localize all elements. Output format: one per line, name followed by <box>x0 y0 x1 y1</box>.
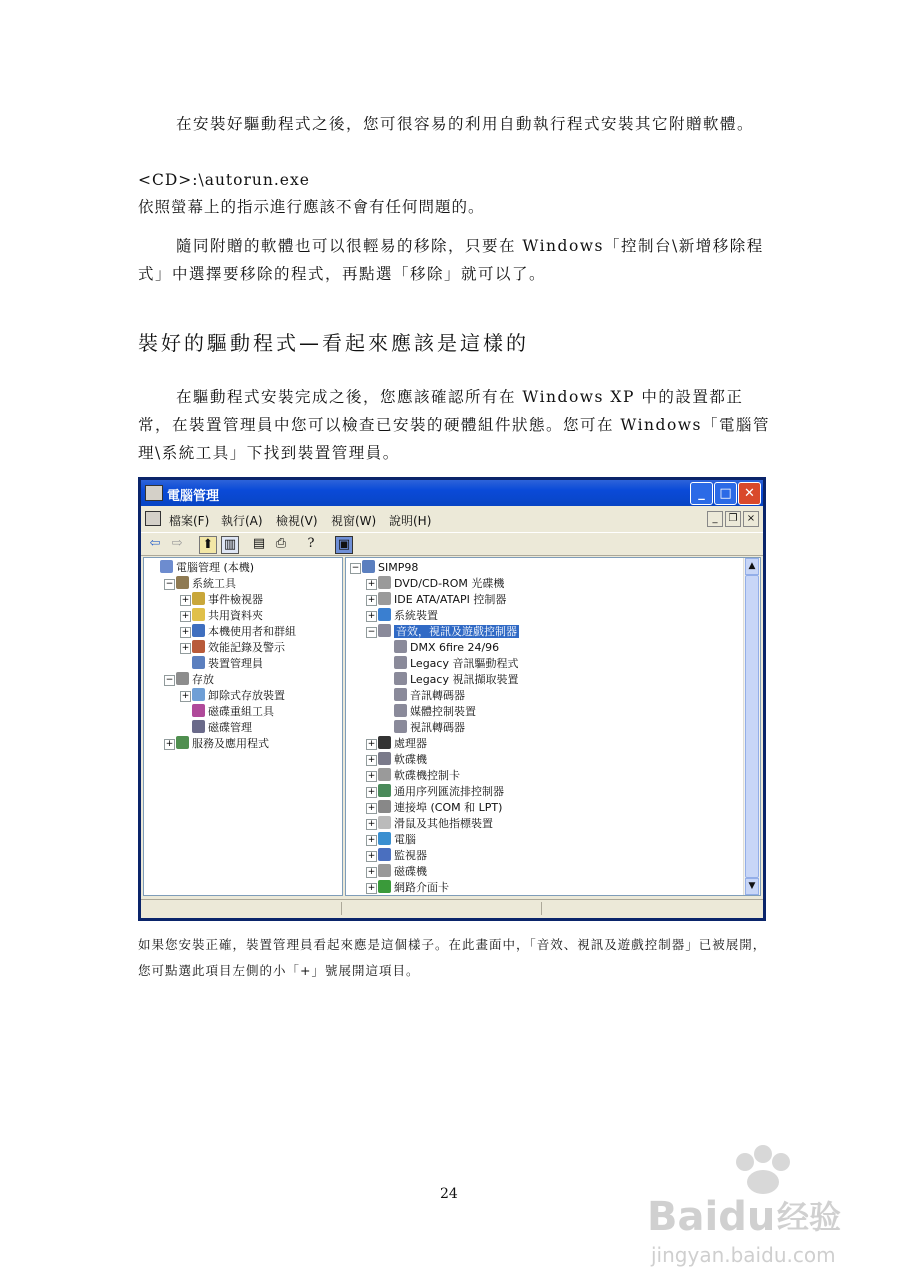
tree-node-icon <box>378 736 391 749</box>
expand-icon[interactable]: + <box>367 595 376 605</box>
device-tree-item[interactable] <box>394 688 465 703</box>
expand-icon[interactable]: + <box>367 835 376 845</box>
tree-node-icon <box>192 592 205 605</box>
device-tree-item[interactable] <box>367 624 519 639</box>
toolbar <box>141 532 763 556</box>
menu-file[interactable]: 檔案(F) <box>169 514 210 528</box>
device-tree-label: 軟碟機控制卡 <box>394 769 460 782</box>
forward-icon[interactable]: ⇨ <box>171 536 183 551</box>
up-folder-icon[interactable]: ⬆ <box>199 536 217 554</box>
expand-icon[interactable]: + <box>367 883 376 893</box>
collapse-icon[interactable]: − <box>165 579 174 589</box>
device-tree-label: Legacy 視訊擷取裝置 <box>410 673 519 686</box>
console-tree-label: 存放 <box>192 673 214 686</box>
expand-icon[interactable]: + <box>367 803 376 813</box>
title-bar <box>141 480 763 506</box>
collapse-icon[interactable]: − <box>351 563 360 573</box>
device-tree-label: 監視器 <box>394 849 427 862</box>
device-tree-label: 軟碟機 <box>394 753 427 766</box>
device-tree-label: 磁碟機 <box>394 865 427 878</box>
device-tree-item[interactable] <box>367 784 504 799</box>
computer-management-window <box>138 477 766 921</box>
console-tree-label: 磁碟重組工具 <box>208 705 274 718</box>
device-tree-item[interactable] <box>367 576 505 591</box>
device-tree-item[interactable] <box>394 656 518 671</box>
device-tree-label: 網路介面卡 <box>394 881 449 894</box>
device-tree-label: 系統裝置 <box>394 609 438 622</box>
mdi-close-icon[interactable]: × <box>743 511 759 527</box>
tree-node-icon <box>394 640 407 653</box>
console-tree-label: 效能記錄及警示 <box>208 641 285 654</box>
watermark-url: jingyan.baidu.com <box>651 1243 836 1267</box>
maximize-button[interactable]: □ <box>714 482 737 505</box>
console-tree-item[interactable] <box>181 624 296 639</box>
tree-node-icon <box>394 656 407 669</box>
tree-node-icon <box>378 816 391 829</box>
device-tree-item[interactable] <box>367 816 493 831</box>
device-tree-label: 處理器 <box>394 737 427 750</box>
console-tree-label: 卸除式存放裝置 <box>208 689 285 702</box>
tree-node-icon <box>378 864 391 877</box>
device-tree-item[interactable] <box>367 880 449 895</box>
status-bar <box>141 899 763 918</box>
device-tree-label: 連接埠 (COM 和 LPT) <box>394 801 503 814</box>
device-tree-item[interactable] <box>367 800 503 815</box>
tree-node-icon <box>192 720 205 733</box>
console-tree-item[interactable] <box>160 560 254 575</box>
tree-node-icon <box>378 608 391 621</box>
device-tree-item[interactable] <box>367 768 460 783</box>
menu-window[interactable]: 視窗(W) <box>331 514 377 528</box>
scroll-up-icon[interactable]: ▲ <box>745 558 759 575</box>
console-tree-label: 共用資料夾 <box>208 609 263 622</box>
figure-caption: 如果您安裝正確，裝置管理員看起來應是這個樣子。在此畫面中，「音效、視訊及遊戲控制器」已被展開，您可點選此項目左側的小「+」號展開這項目。 <box>138 937 767 978</box>
device-tree-label: 電腦 <box>394 833 416 846</box>
console-tree-label: 裝置管理員 <box>208 657 263 670</box>
device-tree-item[interactable] <box>394 672 518 687</box>
expand-icon[interactable]: + <box>367 787 376 797</box>
tree-node-icon <box>192 688 205 701</box>
tree-node-icon <box>378 800 391 813</box>
device-tree-item[interactable] <box>367 736 427 751</box>
device-tree-item[interactable] <box>367 832 416 847</box>
minimize-button[interactable]: _ <box>690 482 713 505</box>
section-heading: 裝好的驅動程式—看起來應該是這樣的 <box>138 331 529 355</box>
back-icon[interactable]: ⇦ <box>149 536 161 551</box>
device-tree-label: Legacy 音訊驅動程式 <box>410 657 519 670</box>
baidu-jingyan-watermark <box>645 1140 855 1270</box>
device-tree-item[interactable] <box>351 560 419 575</box>
tree-node-icon <box>362 560 375 573</box>
device-tree-item[interactable] <box>394 640 499 655</box>
tree-node-icon <box>378 880 391 893</box>
tree-node-icon <box>378 624 391 637</box>
collapse-icon[interactable]: − <box>367 627 376 637</box>
expand-icon[interactable]: + <box>181 595 190 605</box>
console-tree-item[interactable] <box>181 592 263 607</box>
expand-icon[interactable]: + <box>165 739 174 749</box>
device-tree-item[interactable] <box>394 704 476 719</box>
tree-node-icon <box>192 624 205 637</box>
console-tree-label: 本機使用者和群組 <box>208 625 296 638</box>
tree-node-icon <box>160 560 173 573</box>
help-icon[interactable]: ? <box>307 536 315 551</box>
mdi-minimize-icon[interactable]: _ <box>707 511 723 527</box>
console-tree-label: 事件檢視器 <box>208 593 263 606</box>
tree-node-icon <box>176 576 189 589</box>
menu-action[interactable]: 執行(A) <box>221 514 263 528</box>
scroll-down-icon[interactable]: ▼ <box>745 878 759 895</box>
device-tree-label: 視訊轉碼器 <box>410 721 465 734</box>
tree-node-icon <box>192 640 205 653</box>
scroll-thumb[interactable] <box>745 575 759 878</box>
expand-icon[interactable]: + <box>181 691 190 701</box>
expand-icon[interactable]: + <box>367 771 376 781</box>
console-tree-item[interactable] <box>165 576 236 591</box>
console-tree-item[interactable] <box>192 656 263 671</box>
device-tree-pane <box>345 557 761 896</box>
device-tree-label: 音訊轉碼器 <box>410 689 465 702</box>
console-tree-label: 磁碟管理 <box>208 721 252 734</box>
device-tree-label: 通用序列匯流排控制器 <box>394 785 504 798</box>
tree-node-icon <box>378 752 391 765</box>
tree-node-icon <box>192 704 205 717</box>
window-title: 電腦管理 <box>167 489 220 504</box>
tree-node-icon <box>192 656 205 669</box>
expand-icon[interactable]: + <box>181 611 190 621</box>
console-tree-item[interactable] <box>181 640 285 655</box>
expand-icon[interactable]: + <box>367 579 376 589</box>
device-tree-item[interactable] <box>367 848 427 863</box>
expand-icon[interactable]: + <box>367 739 376 749</box>
paragraph-remove-software: 隨同附贈的軟體也可以很輕易的移除，只要在 Windows「控制台\新增移除程式」中選擇要移除的程式，再點選「移除」就可以了。 <box>138 237 764 283</box>
tree-node-icon <box>394 704 407 717</box>
menu-view[interactable]: 檢視(V) <box>276 514 318 528</box>
tree-node-icon <box>378 848 391 861</box>
computer-icon <box>145 485 163 501</box>
console-tree-label: 系統工具 <box>192 577 236 590</box>
scan-hardware-icon[interactable]: ▣ <box>335 536 353 554</box>
tree-node-icon <box>378 832 391 845</box>
console-tree-label: 電腦管理 (本機) <box>176 561 255 574</box>
paragraph-device-manager: 在驅動程式安裝完成之後，您應該確認所有在 Windows XP 中的設置都正常，在裝置管理員中您可以檢查已安裝的硬體組件狀態。您可在 Windows「電腦管理\系統工具」下找到裝置管理員。 <box>138 388 771 462</box>
device-tree-item[interactable] <box>394 720 465 735</box>
watermark-cn: 经验 <box>777 1198 842 1236</box>
expand-icon[interactable]: + <box>367 819 376 829</box>
menu-bar <box>141 508 763 530</box>
paw-logo-icon <box>736 1145 790 1194</box>
tree-node-icon <box>192 608 205 621</box>
show-hide-tree-icon[interactable]: ▥ <box>221 536 239 554</box>
expand-icon[interactable]: + <box>367 611 376 621</box>
paragraph-follow-instructions: 依照螢幕上的指示進行應該不會有任何問題的。 <box>138 198 485 216</box>
close-button[interactable]: ✕ <box>738 482 761 505</box>
vertical-scrollbar[interactable] <box>743 558 760 895</box>
device-tree-item[interactable] <box>367 752 427 767</box>
tree-node-icon <box>394 688 407 701</box>
tree-node-icon <box>378 592 391 605</box>
expand-icon[interactable]: + <box>181 627 190 637</box>
device-tree-label: DVD/CD-ROM 光碟機 <box>394 577 505 590</box>
console-tree-item[interactable] <box>181 688 285 703</box>
paragraph-install-software: 在安裝好驅動程式之後，您可很容易的利用自動執行程式安裝其它附贈軟體。 <box>176 115 755 133</box>
tree-node-icon <box>394 720 407 733</box>
tree-node-icon <box>394 672 407 685</box>
autorun-path: <CD>:\autorun.exe <box>138 171 310 189</box>
device-tree-item[interactable] <box>367 592 507 607</box>
device-tree-label: 音效，視訊及遊戲控制器 <box>396 625 517 638</box>
watermark-brand: Baidu <box>647 1194 776 1240</box>
device-tree-label: 滑鼠及其他指標裝置 <box>394 817 493 830</box>
console-tree-item[interactable] <box>165 736 269 751</box>
tree-node-icon <box>378 784 391 797</box>
page-number: 24 <box>440 1186 458 1202</box>
tree-node-icon <box>176 736 189 749</box>
mdi-restore-icon[interactable]: ❐ <box>725 511 741 527</box>
expand-icon[interactable]: + <box>367 851 376 861</box>
console-tree-pane <box>143 557 343 896</box>
device-tree-label: 媒體控制裝置 <box>410 705 476 718</box>
console-tree-item[interactable] <box>192 720 252 735</box>
device-tree-label: DMX 6fire 24/96 <box>410 641 500 654</box>
expand-icon[interactable]: + <box>367 755 376 765</box>
status-segment <box>341 902 342 915</box>
device-tree-label: SIMP98 <box>378 561 419 574</box>
console-tree-label: 服務及應用程式 <box>192 737 269 750</box>
status-segment <box>541 902 542 915</box>
device-tree-item[interactable] <box>367 608 438 623</box>
collapse-icon[interactable]: − <box>165 675 174 685</box>
device-tree-label: IDE ATA/ATAPI 控制器 <box>394 593 507 606</box>
tree-node-icon <box>378 576 391 589</box>
console-tree-item[interactable] <box>165 672 214 687</box>
app-menu-icon[interactable] <box>145 511 161 526</box>
properties-icon[interactable]: ▤ <box>252 536 266 551</box>
expand-icon[interactable]: + <box>367 867 376 877</box>
console-tree-item[interactable] <box>192 704 274 719</box>
tree-node-icon <box>378 768 391 781</box>
expand-icon[interactable]: + <box>181 643 190 653</box>
device-tree-item[interactable] <box>367 864 427 879</box>
print-icon[interactable]: ⎙ <box>275 536 287 551</box>
menu-help[interactable]: 說明(H) <box>389 514 432 528</box>
console-tree-item[interactable] <box>181 608 263 623</box>
tree-node-icon <box>176 672 189 685</box>
